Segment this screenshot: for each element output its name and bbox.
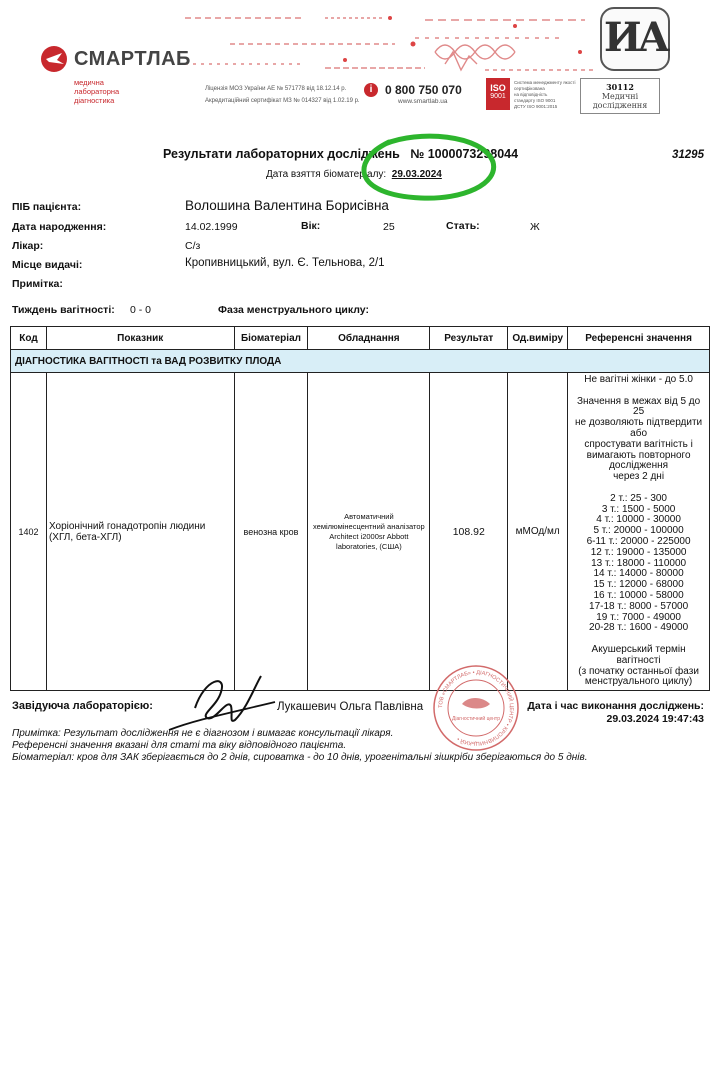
completion-datetime: 29.03.2024 19:47:43 xyxy=(606,713,704,725)
reference-line: 16 т.: 10000 - 58000 xyxy=(593,589,684,601)
cell-reference xyxy=(568,373,710,691)
reference-line: вимагають повторного xyxy=(586,449,691,461)
round-seal xyxy=(432,664,520,752)
reference-line: спростувати вагітність і xyxy=(584,438,693,450)
footer-note-1: Примітка: Результат дослідження не є діагнозом і вимагає консультації лікаря. xyxy=(12,728,394,739)
reference-line: 6-11 т.: 20000 - 225000 xyxy=(586,535,691,547)
section-row xyxy=(11,350,710,373)
col-header-equipment: Обладнання xyxy=(308,327,430,350)
cycle-phase-label: Фаза менструального циклу: xyxy=(218,304,369,316)
org-logo-letters: ИА xyxy=(603,14,667,61)
note-label: Примітка: xyxy=(12,278,63,290)
brand-tagline: медична лабораторна діагностика xyxy=(74,78,120,105)
reference-line: через 2 дні xyxy=(613,471,665,483)
col-header-biomaterial: Біоматеріал xyxy=(234,327,308,350)
right-code: 31295 xyxy=(672,149,704,161)
reference-line: 12 т.: 19000 - 135000 xyxy=(590,546,687,558)
license-line-1: Ліцензія МОЗ України АЕ № 571778 від 18.12.14 р. xyxy=(205,86,347,92)
reference-line: 19 т.: 7000 - 49000 xyxy=(596,611,681,623)
place-label: Місце видачі: xyxy=(12,259,83,271)
table-header-row xyxy=(11,327,710,350)
iso-badge xyxy=(486,78,510,110)
reference-line: 17-18 т.: 8000 - 57000 xyxy=(589,600,689,612)
cell-biomaterial: венозна кров xyxy=(234,373,308,691)
info-icon: i xyxy=(364,83,378,97)
pregnancy-week-value: 0 - 0 xyxy=(130,304,152,316)
specialty-stamp: 30112 Медичні дослідження xyxy=(580,78,660,114)
reference-line: менструального циклу) xyxy=(584,676,693,688)
lab-head-label: Завідуюча лабораторією: xyxy=(12,700,153,712)
website: www.smartlab.ua xyxy=(398,98,448,105)
iso-title: ISO xyxy=(490,83,506,93)
org-logo xyxy=(600,7,670,71)
seal-center-text: Діагностичний центр xyxy=(452,716,500,722)
cell-equipment: Автоматичний хемілюмінесцентний аналізатор Architect i2000sr Abbott laboratories, (США) xyxy=(308,373,430,691)
handwritten-signature xyxy=(165,668,285,734)
page-title: Результати лабораторних досліджень № 1000073298044 xyxy=(163,147,519,161)
license-line-2: Акредитаційний сертифікат МЗ № 014327 від 1.02.19 р. xyxy=(205,98,360,104)
place-value: Кропивницький, вул. Є. Тельнова, 2/1 xyxy=(185,257,385,269)
footer-note-2: Референсні значення вказані для статі та віку відповідного пацієнта. xyxy=(12,740,347,751)
cell-unit: мМОд/мл xyxy=(508,373,568,691)
brand-bird-icon xyxy=(40,44,70,74)
reference-line: (з початку останньої фази xyxy=(578,665,699,677)
sex-value: Ж xyxy=(530,221,540,233)
reference-line: Значення в межах від 5 до 25 xyxy=(576,395,701,418)
completion-label: Дата і час виконання досліджень: xyxy=(527,700,704,712)
reference-line xyxy=(571,386,706,397)
footer-note-3: Біоматеріал: кров для ЗАК зберігається до 2 днів, сироватка - до 10 днів, урогенітальні зішкріби зберігаються до 5 днів. xyxy=(12,752,588,763)
iso-number: 9001 xyxy=(490,93,506,100)
pregnancy-week-label: Тиждень вагітності: xyxy=(12,304,115,316)
reference-line: 2 т.: 25 - 300 xyxy=(610,492,667,504)
doctor-label: Лікар: xyxy=(12,240,44,252)
brand-logo xyxy=(40,42,190,108)
reference-line: Акушерський термін вагітності xyxy=(591,643,686,666)
patient-name-label: ПІБ пацієнта: xyxy=(12,201,82,213)
phone-number: 0 800 750 070 xyxy=(385,83,462,97)
reference-line: Не вагітні жінки - до 5.0 xyxy=(584,374,693,385)
col-header-reference: Референсні значення xyxy=(568,327,710,350)
reference-line: 3 т.: 1500 - 5000 xyxy=(601,503,676,515)
seal-ring-text: ТОВ «СМАРТЛАБ» • ДІАГНОСТИЧНИЙ ЦЕНТР • КРОПИВНИЦЬКИЙ • xyxy=(437,669,515,747)
results-table xyxy=(10,326,710,691)
reference-line: 20-28 т.: 1600 - 49000 xyxy=(589,622,689,634)
lab-head-name: Лукашевич Ольга Павлівна xyxy=(277,701,424,713)
reference-line: дослідження xyxy=(609,460,669,472)
sample-date-row: Дата взяття біоматеріалу: 29.03.2024 xyxy=(266,169,442,180)
reference-line: 5 т.: 20000 - 100000 xyxy=(593,525,684,537)
col-header-code: Код xyxy=(11,327,47,350)
iso-caption: Система менеджменту якості сертифікована на відповідність стандарту ISO 9001 ДСТУ ISO 9001:2015 xyxy=(514,80,576,109)
col-header-indicator: Показник xyxy=(46,327,234,350)
reference-line: 15 т.: 12000 - 68000 xyxy=(593,579,684,591)
cell-indicator: Хоріонічний гонадотропін людини (ХГЛ, бета-ХГЛ) xyxy=(46,373,234,691)
patient-name: Волошина Валентина Борисівна xyxy=(185,198,389,213)
cell-result: 108.92 xyxy=(430,373,508,691)
section-title: ДІАГНОСТИКА ВАГІТНОСТІ та ВАД РОЗВИТКУ ПЛОДА xyxy=(11,350,710,373)
age-label: Вік: xyxy=(301,220,321,232)
reference-line: не дозволяють підтвердити або xyxy=(575,417,703,439)
table-row xyxy=(11,373,710,691)
col-header-unit: Од.виміру xyxy=(508,327,568,350)
age-value: 25 xyxy=(383,221,395,233)
doctor-value: С/з xyxy=(185,240,201,252)
sex-label: Стать: xyxy=(446,220,480,232)
cell-code: 1402 xyxy=(11,373,47,691)
dob-label: Дата народження: xyxy=(12,221,107,233)
dob-value: 14.02.1999 xyxy=(185,221,238,233)
reference-line: 13 т.: 18000 - 110000 xyxy=(591,557,687,569)
green-circle-annotation xyxy=(355,130,500,206)
reference-line: 4 т.: 10000 - 30000 xyxy=(596,514,681,526)
reference-line: 14 т.: 14000 - 80000 xyxy=(593,568,684,580)
dna-decoration xyxy=(185,12,595,74)
result-number: 1000073298044 xyxy=(427,147,519,161)
sample-date: 29.03.2024 xyxy=(391,169,442,180)
col-header-result: Результат xyxy=(430,327,508,350)
brand-name: СМАРТЛАБ xyxy=(74,48,191,70)
